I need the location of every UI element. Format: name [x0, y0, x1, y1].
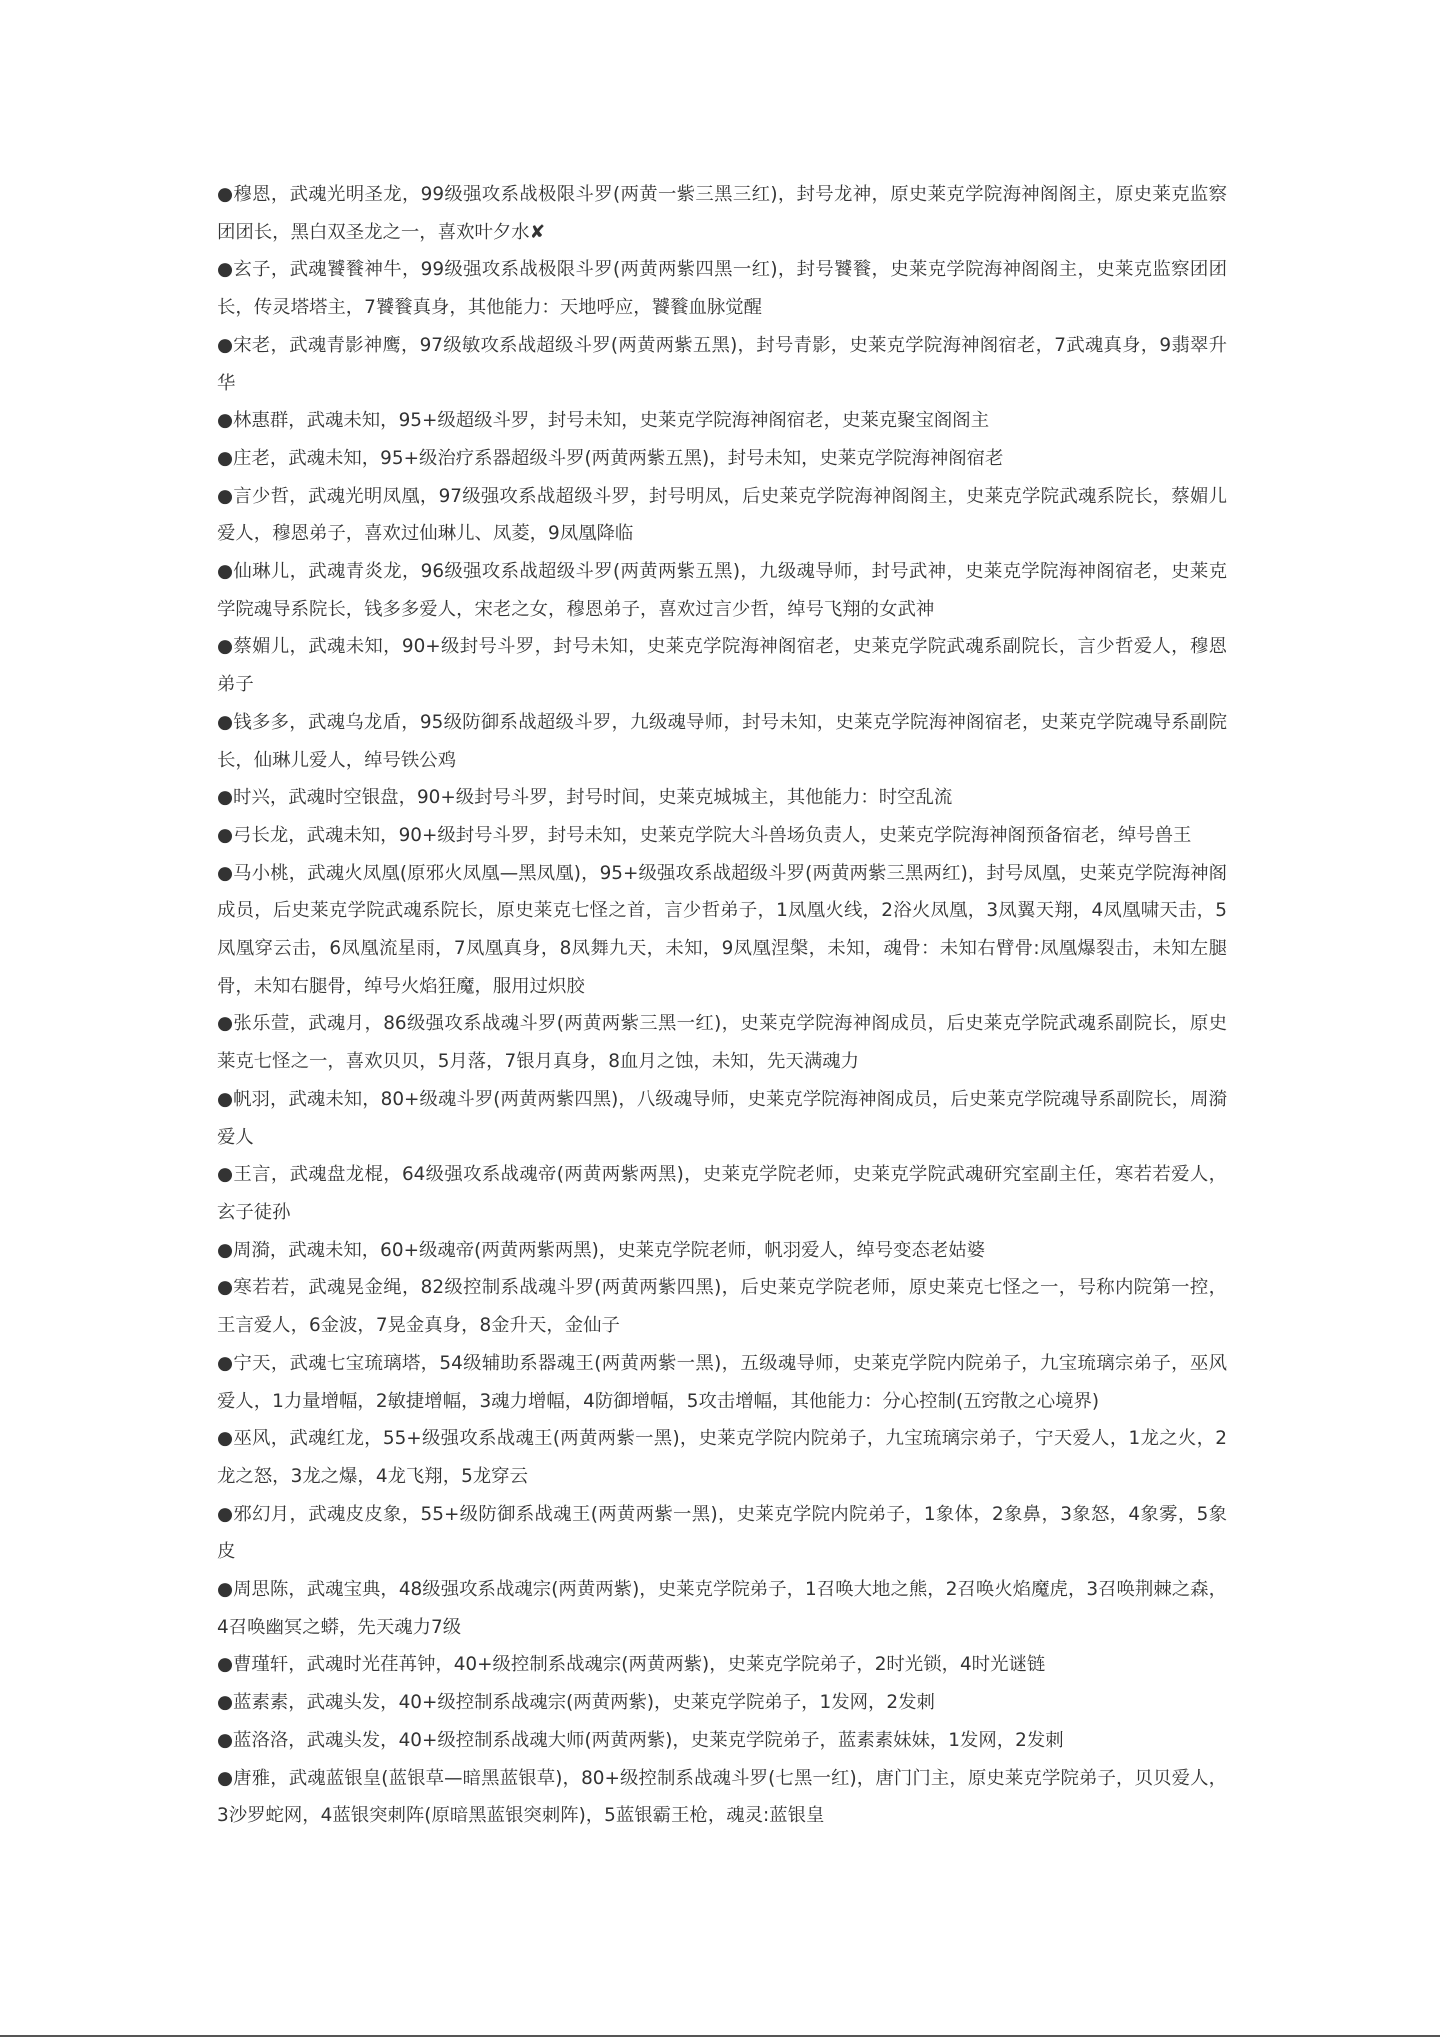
- character-entry-ningtian: ●宁天，武魂七宝琉璃塔，54级辅助系器魂王(两黄两紫一黑)，五级魂导师，史莱克学院内院弟子，九宝琉璃宗弟子，巫风爱人，1力量增幅，2敏捷增幅，3魂力增幅，4防御增幅，5攻击增幅，其他能力：分心控制(五窍散之心境界): [217, 1352, 1227, 1412]
- character-entry-maxiaotao: ●马小桃，武魂火凤凰(原邪火凤凰—黑凤凰)，95+级强攻系战超级斗罗(两黄两紫三黑两红)，封号凤凰，史莱克学院海神阁成员，后史莱克学院武魂系院长，原史莱克七怪之首，言少哲弟子，1凤凰火线，2浴火凤凰，3凤翼天翔，4凤凰啸天击，5凤凰穿云击，6凤凰流星雨，7凤凰真身，8凤舞九天，未知，9凤凰涅槃，未知，魂骨：未知右臂骨:凤凰爆裂击，未知左腿骨，未知右腿骨，绰号火焰狂魔，服用过炽胶: [217, 862, 1227, 997]
- character-entry-yanshaozhe: ●言少哲，武魂光明凤凰，97级强攻系战超级斗罗，封号明凤，后史莱克学院海神阁阁主，史莱克学院武魂系院长，蔡媚儿爱人，穆恩弟子，喜欢过仙琳儿、凤菱，9凤凰降临: [217, 485, 1227, 545]
- character-entry-wangyan: ●王言，武魂盘龙棍，64级强攻系战魂帝(两黄两紫两黑)，史莱克学院老师，史莱克学院武魂研究室副主任，寒若若爱人，玄子徒孙: [217, 1164, 1227, 1223]
- character-entry-qianduoduo: ●钱多多，武魂乌龙盾，95级防御系战超级斗罗，九级魂导师，封号未知，史莱克学院海神阁宿老，史莱克学院魂导系副院长，仙琳儿爱人，绰号铁公鸡: [217, 711, 1227, 771]
- character-entry-zhanglexuan: ●张乐萱，武魂月，86级强攻系战魂斗罗(两黄两紫三黑一红)，史莱克学院海神阁成员，后史莱克学院武魂系副院长，原史莱克七怪之一，喜欢贝贝，5月落，7银月真身，8血月之蚀，未知，先天满魂力: [217, 1013, 1227, 1073]
- character-entry-tangya: ●唐雅，武魂蓝银皇(蓝银草—暗黑蓝银草)，80+级控制系战魂斗罗(七黑一红)，唐门门主，原史莱克学院弟子，贝贝爱人，3沙罗蛇网，4蓝银突刺阵(原暗黑蓝银突刺阵)，5蓝银霸王枪，魂灵:蓝银皇: [217, 1767, 1227, 1827]
- character-entry-zhousichen: ●周思陈，武魂宝典，48级强攻系战魂宗(两黄两紫)，史莱克学院弟子，1召唤大地之熊，2召唤火焰魔虎，3召唤荆棘之森，4召唤幽冥之蟒，先天魂力7级: [217, 1579, 1227, 1638]
- character-entry-wufeng: ●巫风，武魂红龙，55+级强攻系战魂王(两黄两紫一黑)，史莱克学院内院弟子，九宝琉璃宗弟子，宁天爱人，1龙之火，2龙之怒，3龙之爆，4龙飞翔，5龙穿云: [217, 1428, 1227, 1487]
- document-body: [217, 176, 1227, 1835]
- character-entry-hanruoruo: ●寒若若，武魂晃金绳，82级控制系战魂斗罗(两黄两紫四黑)，后史莱克学院老师，原史莱克七怪之一，号称内院第一控，王言爱人，6金波，7晃金真身，8金升天，金仙子: [217, 1277, 1227, 1337]
- character-entry-fanyu: ●帆羽，武魂未知，80+级魂斗罗(两黄两紫四黑)，八级魂导师，史莱克学院海神阁成员，后史莱克学院魂导系副院长，周漪爱人: [217, 1088, 1227, 1148]
- character-entry-zhuanglao: ●庄老，武魂未知，95+级治疗系器超级斗罗(两黄两紫五黑)，封号未知，史莱克学院海神阁宿老: [217, 447, 1004, 469]
- character-entry-zhouyi: ●周漪，武魂未知，60+级魂帝(两黄两紫两黑)，史莱克学院老师，帆羽爱人，绰号变态老姑婆: [217, 1239, 986, 1261]
- character-entry-xiehuanyue: ●邪幻月，武魂皮皮象，55+级防御系战魂王(两黄两紫一黑)，史莱克学院内院弟子，1象体，2象鼻，3象怒，4象雾，5象皮: [217, 1503, 1227, 1563]
- character-entry-gongchanglong: ●弓长龙，武魂未知，90+级封号斗罗，封号未知，史莱克学院大斗兽场负责人，史莱克学院海神阁预备宿老，绰号兽王: [217, 824, 1192, 846]
- character-entry-caojinxuan: ●曹瑾轩，武魂时光荏苒钟，40+级控制系战魂宗(两黄两紫)，史莱克学院弟子，2时光锁，4时光谜链: [217, 1654, 1046, 1676]
- character-entry-shixing: ●时兴，武魂时空银盘，90+级封号斗罗，封号时间，史莱克城城主，其他能力：时空乱流: [217, 787, 953, 809]
- character-entry-lansusu: ●蓝素素，武魂头发，40+级控制系战魂宗(两黄两紫)，史莱克学院弟子，1发网，2发刺: [217, 1692, 935, 1714]
- character-entry-caimeier: ●蔡媚儿，武魂未知，90+级封号斗罗，封号未知，史莱克学院海神阁宿老，史莱克学院武魂系副院长，言少哲爱人，穆恩弟子: [217, 636, 1227, 696]
- character-entry-lanluoluo: ●蓝洛洛，武魂头发，40+级控制系战魂大师(两黄两紫)，史莱克学院弟子，蓝素素妹妹，1发网，2发刺: [217, 1729, 1064, 1751]
- character-entry-muen: ●穆恩，武魂光明圣龙，99级强攻系战极限斗罗(两黄一紫三黑三红)，封号龙神，原史莱克学院海神阁阁主，原史莱克监察团团长，黑白双圣龙之一，喜欢叶夕水✘: [217, 184, 1227, 243]
- character-entry-xuanzi: ●玄子，武魂饕餮神牛，99级强攻系战极限斗罗(两黄两紫四黑一红)，封号饕餮，史莱克学院海神阁阁主，史莱克监察团团长，传灵塔塔主，7饕餮真身，其他能力：天地呼应，饕餮血脉觉醒: [217, 259, 1227, 319]
- character-entry-songlao: ●宋老，武魂青影神鹰，97级敏攻系战超级斗罗(两黄两紫五黑)，封号青影，史莱克学院海神阁宿老，7武魂真身，9翡翠升华: [217, 334, 1227, 394]
- character-entry-linhuiqun: ●林惠群，武魂未知，95+级超级斗罗，封号未知，史莱克学院海神阁宿老，史莱克聚宝阁阁主: [217, 410, 990, 432]
- character-entry-xianliner: ●仙琳儿，武魂青炎龙，96级强攻系战超级斗罗(两黄两紫五黑)，九级魂导师，封号武神，史莱克学院海神阁宿老，史莱克学院魂导系院长，钱多多爱人，宋老之女，穆恩弟子，喜欢过言少哲，绰号飞翔的女武神: [217, 561, 1227, 620]
